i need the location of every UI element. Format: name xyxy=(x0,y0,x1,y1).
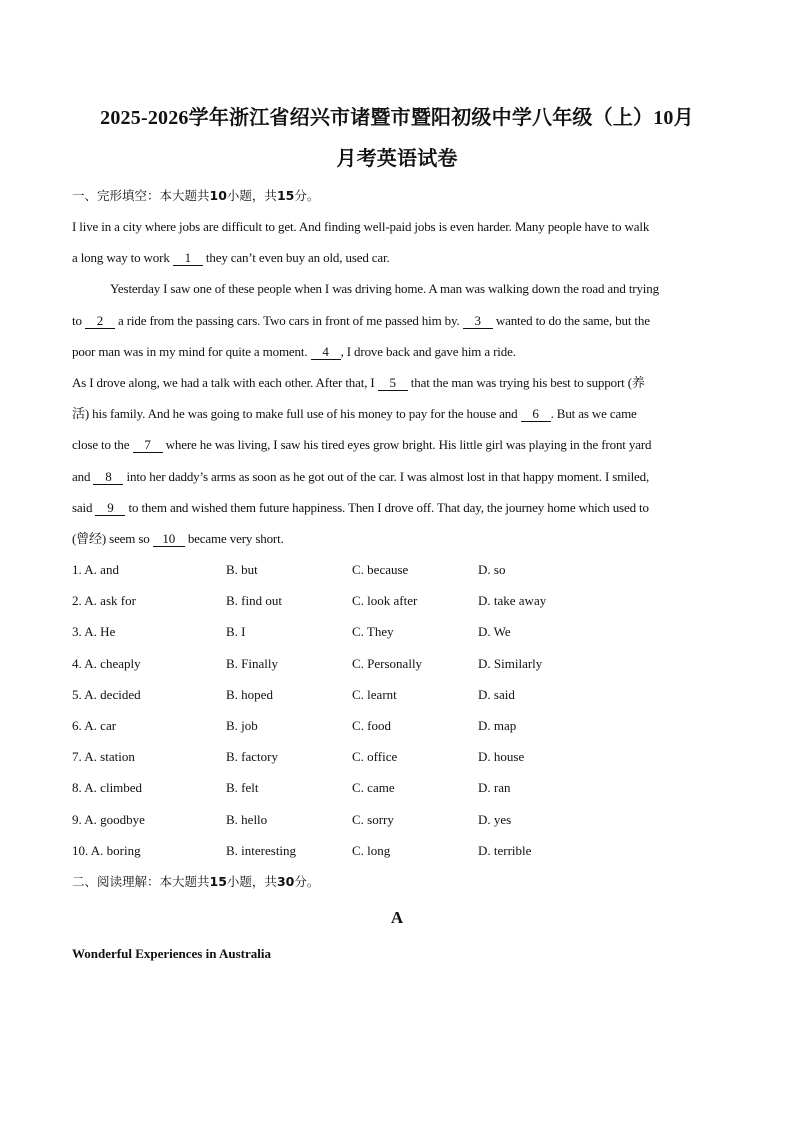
exam-title-line1: 2025-2026学年浙江省绍兴市诸暨市暨阳初级中学八年级（上）10月 xyxy=(100,107,694,129)
option-d: D. terrible xyxy=(478,843,532,858)
option-b: B. felt xyxy=(226,780,259,795)
blank-3: 3 xyxy=(463,314,493,329)
option-c: C. because xyxy=(352,562,409,577)
blank-8: 8 xyxy=(93,470,123,485)
option-c: C. long xyxy=(352,843,391,858)
passage-line: 活) his family. And he was going to make full use of his money to pay for the house and 6 . But as we came xyxy=(72,406,637,421)
section1-heading: 一、完形填空：本大题共10小题，共15分。 xyxy=(72,188,320,203)
option-a: A. ask for xyxy=(84,593,136,608)
option-b: B. Finally xyxy=(226,656,279,671)
section2-heading: 二、阅读理解：本大题共15小题，共30分。 xyxy=(72,874,320,889)
passage-line: Yesterday I saw one of these people when I was driving home. A man was walking down the road and trying xyxy=(110,281,659,296)
question-number: 3. xyxy=(72,624,82,639)
passage-line: close to the 7 where he was living, I saw his tired eyes grow bright. His little girl was playing in the front yard xyxy=(72,437,652,452)
option-item xyxy=(72,842,141,860)
passage-line: and 8 into her daddy’s arms as soon as he got out of the car. I was almost lost in that happy moment. I smiled, xyxy=(72,469,650,484)
option-d: D. said xyxy=(478,687,515,702)
blank-9: 9 xyxy=(95,501,125,516)
option-a: A. and xyxy=(84,562,119,577)
option-item xyxy=(72,748,135,766)
option-a: A. station xyxy=(84,749,135,764)
option-a: A. He xyxy=(84,624,116,639)
option-c: C. office xyxy=(352,749,398,764)
option-a: A. decided xyxy=(84,687,141,702)
passage-line: As I drove along, we had a talk with each other. After that, I 5 that the man was trying his best to support (养 xyxy=(72,375,645,390)
option-b: B. factory xyxy=(226,749,278,764)
option-c: C. learnt xyxy=(352,687,397,702)
exam-title-line2: 月考英语试卷 xyxy=(336,148,458,170)
option-item xyxy=(72,655,141,673)
question-number: 1. xyxy=(72,562,82,577)
option-b: B. I xyxy=(226,624,246,639)
option-b: B. interesting xyxy=(226,843,297,858)
option-b: B. hello xyxy=(226,812,268,827)
option-d: D. We xyxy=(478,624,511,639)
option-item xyxy=(72,623,115,641)
option-d: D. so xyxy=(478,562,506,577)
question-number: 5. xyxy=(72,687,82,702)
passage-line: said 9 to them and wished them future happiness. Then I drove off. That day, the journey home which used to xyxy=(72,500,649,515)
option-item xyxy=(72,592,136,610)
option-a: A. cheaply xyxy=(84,656,141,671)
option-a: A. climbed xyxy=(84,780,143,795)
option-item xyxy=(72,717,116,735)
option-item xyxy=(72,561,119,579)
option-a: A. car xyxy=(84,718,117,733)
blank-7: 7 xyxy=(133,438,163,453)
option-d: D. map xyxy=(478,718,517,733)
blank-4: 4 xyxy=(311,345,341,360)
passage-line: (曾经) seem so 10 became very short. xyxy=(72,531,284,546)
option-b: B. hoped xyxy=(226,687,273,702)
question-number: 10. xyxy=(72,843,89,858)
blank-10: 10 xyxy=(153,532,185,547)
option-c: C. look after xyxy=(352,593,418,608)
option-b: B. find out xyxy=(226,593,282,608)
option-c: C. They xyxy=(352,624,394,639)
question-number: 2. xyxy=(72,593,82,608)
passage-line: I live in a city where jobs are difficult to get. And finding well-paid jobs is even harder. Many people have to walk xyxy=(72,219,650,234)
question-number: 4. xyxy=(72,656,82,671)
question-number: 9. xyxy=(72,812,82,827)
option-c: C. sorry xyxy=(352,812,394,827)
option-c: C. came xyxy=(352,780,395,795)
passage-line: a long way to work 1 they can’t even buy an old, used car. xyxy=(72,250,390,265)
blank-6: 6 xyxy=(521,407,551,422)
option-c: C. Personally xyxy=(352,656,423,671)
question-number: 6. xyxy=(72,718,82,733)
option-item xyxy=(72,686,141,704)
passage-line: to 2 a ride from the passing cars. Two cars in front of me passed him by. 3 wanted to do the same, but the xyxy=(72,313,650,328)
blank-5: 5 xyxy=(378,376,408,391)
passage-line: poor man was in my mind for quite a moment. 4 , I drove back and gave him a ride. xyxy=(72,344,516,359)
blank-1: 1 xyxy=(173,251,203,266)
option-item xyxy=(72,779,142,797)
part-label: A xyxy=(390,908,404,927)
option-d: D. take away xyxy=(478,593,547,608)
option-a: A. goodbye xyxy=(84,812,145,827)
question-number: 8. xyxy=(72,780,82,795)
option-b: B. job xyxy=(226,718,258,733)
option-item xyxy=(72,811,145,829)
blank-2: 2 xyxy=(85,314,115,329)
option-c: C. food xyxy=(352,718,391,733)
option-d: D. house xyxy=(478,749,525,764)
passage-title: Wonderful Experiences in Australia xyxy=(72,946,271,961)
question-number: 7. xyxy=(72,749,82,764)
option-d: D. ran xyxy=(478,780,511,795)
option-d: D. Similarly xyxy=(478,656,543,671)
option-d: D. yes xyxy=(478,812,512,827)
option-a: A. boring xyxy=(90,843,141,858)
option-b: B. but xyxy=(226,562,258,577)
